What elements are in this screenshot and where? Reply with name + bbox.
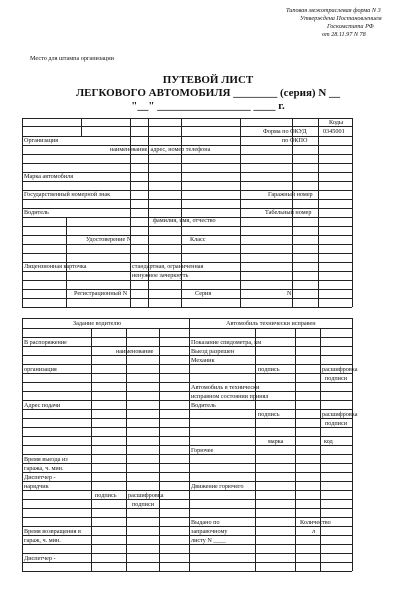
- doc-subtitle: ЛЕГКОВОГО АВТОМОБИЛЯ ________ (серия) N __: [75, 87, 341, 99]
- mechanic-decoding-label-2: подписи: [325, 375, 348, 382]
- okpo-label: по ОКПО: [282, 137, 308, 144]
- class-label: Класс: [190, 236, 206, 243]
- goskomstat-line: Госкомстата РФ: [327, 23, 374, 30]
- card-strike-hint: ненужное зачеркнуть: [132, 272, 189, 279]
- driver-decoding-label: расшифровка: [322, 411, 358, 418]
- org-hint: наименование, адрес, номер телефона: [110, 146, 211, 153]
- dispatcher-signature-label: подпись: [95, 492, 117, 499]
- liter-label: л: [312, 528, 316, 535]
- state-number-label: Государственный номерной знак: [24, 191, 111, 198]
- departure-allowed-label: Выезд разрешен: [191, 348, 235, 355]
- reg-number-label: Регистрационный N: [74, 290, 128, 297]
- stamp-place-label: Место для штампа организации: [30, 55, 114, 62]
- return-dispatcher-label: Диспетчер -: [24, 555, 56, 562]
- disposal-name-hint: наименование: [116, 348, 154, 355]
- license-label: Удостоверение N: [86, 236, 132, 243]
- fuel-label: Горючее: [191, 447, 214, 454]
- voucher-label: заправочному: [191, 528, 228, 535]
- organization-label: Организация: [24, 137, 59, 144]
- return-time-label-1: Время возвращения в: [24, 528, 81, 535]
- dispatcher-decoding-label-2: подписи: [132, 501, 155, 508]
- doc-date-line: "__" _________________ ____ г.: [131, 100, 285, 112]
- odometer-label: Показание спидометра, км: [191, 339, 262, 346]
- fuel-code-label: код: [324, 438, 333, 445]
- card-type-label: стандартная, ограниченная: [132, 263, 204, 270]
- task-header: Задание водителю: [73, 320, 122, 327]
- organization-field-label: организация: [24, 366, 57, 373]
- driver-signature-label: подпись: [258, 411, 280, 418]
- number-sign: N: [287, 290, 292, 297]
- return-time-label-2: гараж, ч. мин.: [24, 537, 61, 544]
- car-ok-header: Автомобиль технически исправен: [226, 320, 316, 327]
- driver-hint: фамилия, имя, отчество: [153, 217, 216, 224]
- car-accepted-label-1: Автомобиль в технически: [191, 384, 260, 391]
- form-type-line: Типовая межотраслевая форма N 3: [286, 7, 381, 14]
- quantity-label: Количество: [300, 519, 331, 526]
- car-accepted-label-2: исправном состоянии принял: [191, 393, 269, 400]
- approved-line: Утверждена Постановлением: [300, 15, 382, 22]
- departure-time-label-2: гаража, ч. мин.: [24, 465, 64, 472]
- series-label: Серия: [195, 290, 212, 297]
- tab-number-label: Табельный номер: [265, 209, 312, 216]
- car-brand-label: Марка автомобиля: [24, 173, 74, 180]
- dispatcher-label-1: Диспетчер -: [24, 474, 56, 481]
- mechanic-decoding-label: расшифровка: [322, 366, 358, 373]
- garage-number-label: Гаражный номер: [268, 191, 313, 198]
- okud-code: 0345001: [323, 128, 345, 135]
- departure-time-label-1: Время выезда из: [24, 456, 68, 463]
- at-disposal-label: В распоряжение: [24, 339, 67, 346]
- doc-title: ПУТЕВОЙ ЛИСТ: [162, 74, 254, 86]
- supply-address-label: Адрес подачи: [24, 402, 61, 409]
- decree-date-line: от 28.11.97 N 78: [322, 31, 366, 38]
- driver-label: Водитель: [24, 209, 49, 216]
- mechanic-signature-label: подпись: [258, 366, 280, 373]
- mechanic-label: Механик: [191, 357, 215, 364]
- dispatcher-label-2: нарядчик: [24, 483, 49, 490]
- issued-by-label: Выдано по: [191, 519, 220, 526]
- dispatcher-decoding-label: расшифровка: [128, 492, 164, 499]
- sheet-label: листу N ____: [191, 537, 226, 544]
- okud-label: Форма по ОКУД: [263, 128, 307, 135]
- fuel-brand-label: марка: [268, 438, 284, 445]
- bottom-driver-label: Водитель: [191, 402, 216, 409]
- codes-label: Коды: [329, 119, 344, 126]
- fuel-movement-label: Движение горючего: [191, 483, 244, 490]
- license-card-label: Лицензионная карточка: [24, 263, 87, 270]
- driver-decoding-label-2: подписи: [325, 420, 348, 427]
